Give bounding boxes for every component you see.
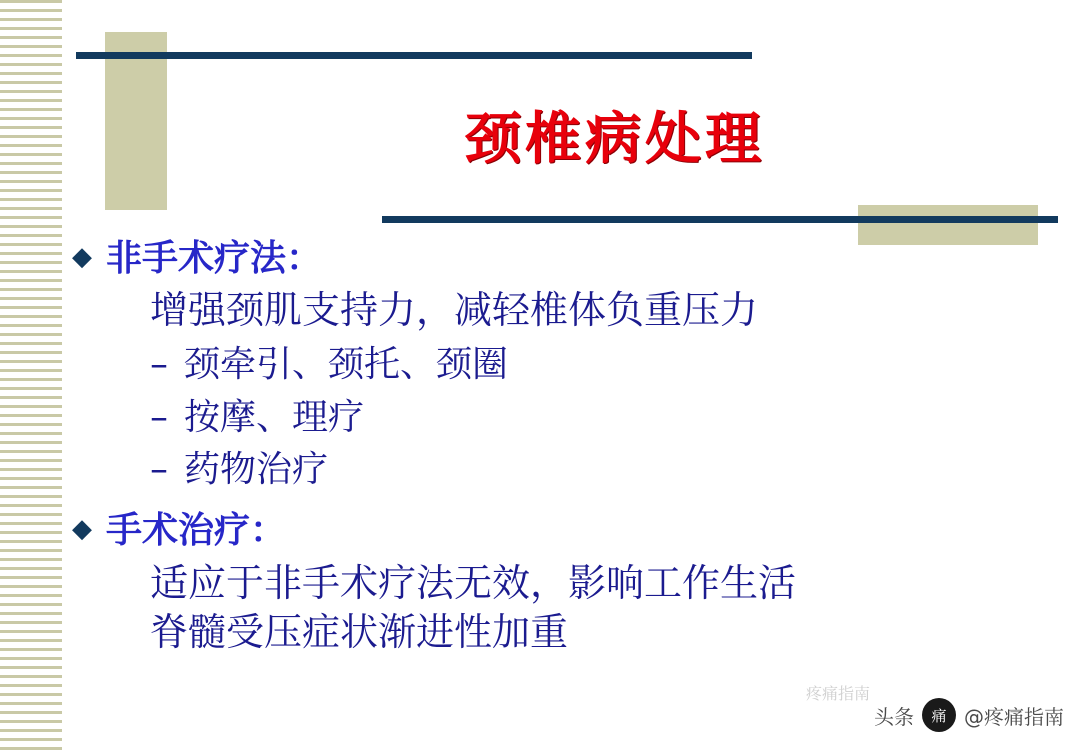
- nonsurgical-lead-text: 增强颈肌支持力，减轻椎体负重压力: [150, 288, 759, 333]
- dash-bullet-icon: –: [150, 396, 168, 438]
- surgical-text-line-2: 脊髓受压症状渐进性加重: [150, 610, 569, 655]
- section-heading-surgical: [72, 510, 1072, 552]
- watermark-logo-icon: 痛: [922, 698, 956, 732]
- watermark-prefix: 头条: [874, 704, 914, 729]
- slide-content: [72, 238, 1072, 658]
- list-item: [150, 395, 1072, 442]
- list-item-label: 颈牵引、颈托、颈圈: [184, 343, 509, 385]
- list-item-label: 药物治疗: [184, 449, 329, 491]
- surgical-text-line-1: 适应于非手术疗法无效，影响工作生活: [150, 560, 797, 605]
- dash-bullet-icon: –: [150, 449, 168, 491]
- slide-title: 颈椎病处理: [465, 107, 765, 172]
- section-heading-label: 手术治疗：: [106, 510, 287, 552]
- watermark-name: @疼痛指南: [964, 704, 1064, 729]
- spacer: [72, 494, 1072, 510]
- watermark: [874, 698, 1064, 732]
- list-item: [150, 342, 1072, 389]
- diamond-bullet-icon: ◆: [72, 514, 92, 545]
- section-heading-label: 非手术疗法：: [106, 238, 323, 279]
- list-item: [150, 447, 1072, 494]
- title-bottom-rule: [382, 216, 1058, 223]
- diamond-bullet-icon: ◆: [72, 242, 92, 272]
- title-top-rule: [76, 52, 752, 59]
- watermark-faint-text: 疼痛指南: [805, 684, 870, 703]
- dash-bullet-icon: –: [150, 343, 168, 385]
- list-item-label: 按摩、理疗: [184, 396, 365, 438]
- section-heading-nonsurgical: [72, 238, 1072, 280]
